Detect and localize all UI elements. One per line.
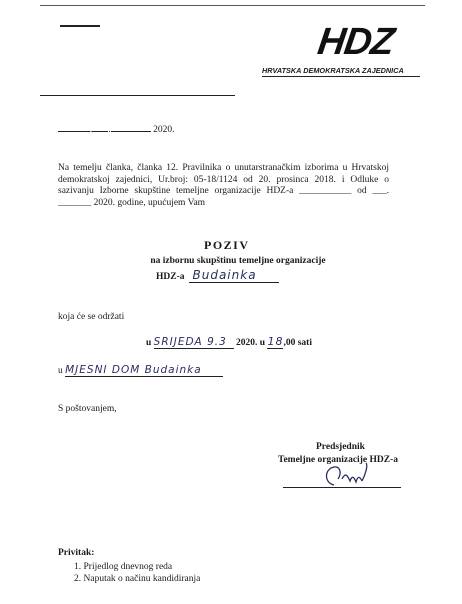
meeting-place-line	[58, 364, 223, 377]
attachments-label: Privitak:	[58, 548, 95, 558]
year-text: 2020. u	[236, 338, 266, 348]
signature-title-1: Predsjednik	[316, 442, 365, 452]
meeting-date-line	[146, 336, 312, 349]
date-handwritten: SRIJEDA 9.3	[154, 336, 234, 349]
date-year: 2020.	[153, 125, 175, 135]
date-line: . . 2020.	[58, 124, 258, 136]
poziv-heading: POZIV	[204, 238, 250, 252]
signature-title-2: Temeljne organizacije HDZ-a	[278, 455, 398, 465]
header-dash	[60, 25, 100, 27]
org-prefix: HDZ-a	[156, 272, 185, 282]
party-name: HRVATSKA DEMOKRATSKA ZAJEDNICA	[262, 66, 404, 75]
intro-paragraph: Na temelju članka, članka 12. Pravilnika o unutarstranačkim izborima u Hrvatskoj demokratskoj zajednici, Ur.broj: 05-18/1124 od 20. prosinca 2018. i Odluke o sazivanju Izborne skupštine temeljne organizacije HDZ-a ___________ od ___. _______ 2020. godine, upućujem Vam	[58, 163, 389, 208]
handwritten-signature	[320, 455, 380, 495]
signature-line	[283, 487, 401, 488]
title-org-line	[156, 266, 316, 284]
address-line	[40, 95, 235, 96]
attachment-item: 2. Naputak o načinu kandidiranja	[74, 574, 201, 584]
logo-underline	[262, 76, 420, 77]
title-line1: na izbornu skupštinu temeljne organizacije	[150, 256, 326, 266]
hour-suffix: ,00 sati	[283, 338, 312, 348]
attachment-item: 1. Prijedlog dnevnog reda	[74, 562, 173, 572]
held-label: koja će se održati	[58, 312, 125, 322]
date-prefix: u	[146, 338, 152, 348]
org-name-handwritten: Budainka	[189, 268, 279, 283]
regards-text: S poštovanjem,	[58, 404, 117, 414]
hour-handwritten: 18	[267, 335, 284, 348]
top-rule	[40, 5, 425, 6]
place-prefix: u	[58, 366, 63, 376]
place-handwritten: MJESNI DOM Budainka	[65, 364, 223, 377]
hdz-logo: HDZ	[315, 21, 397, 63]
